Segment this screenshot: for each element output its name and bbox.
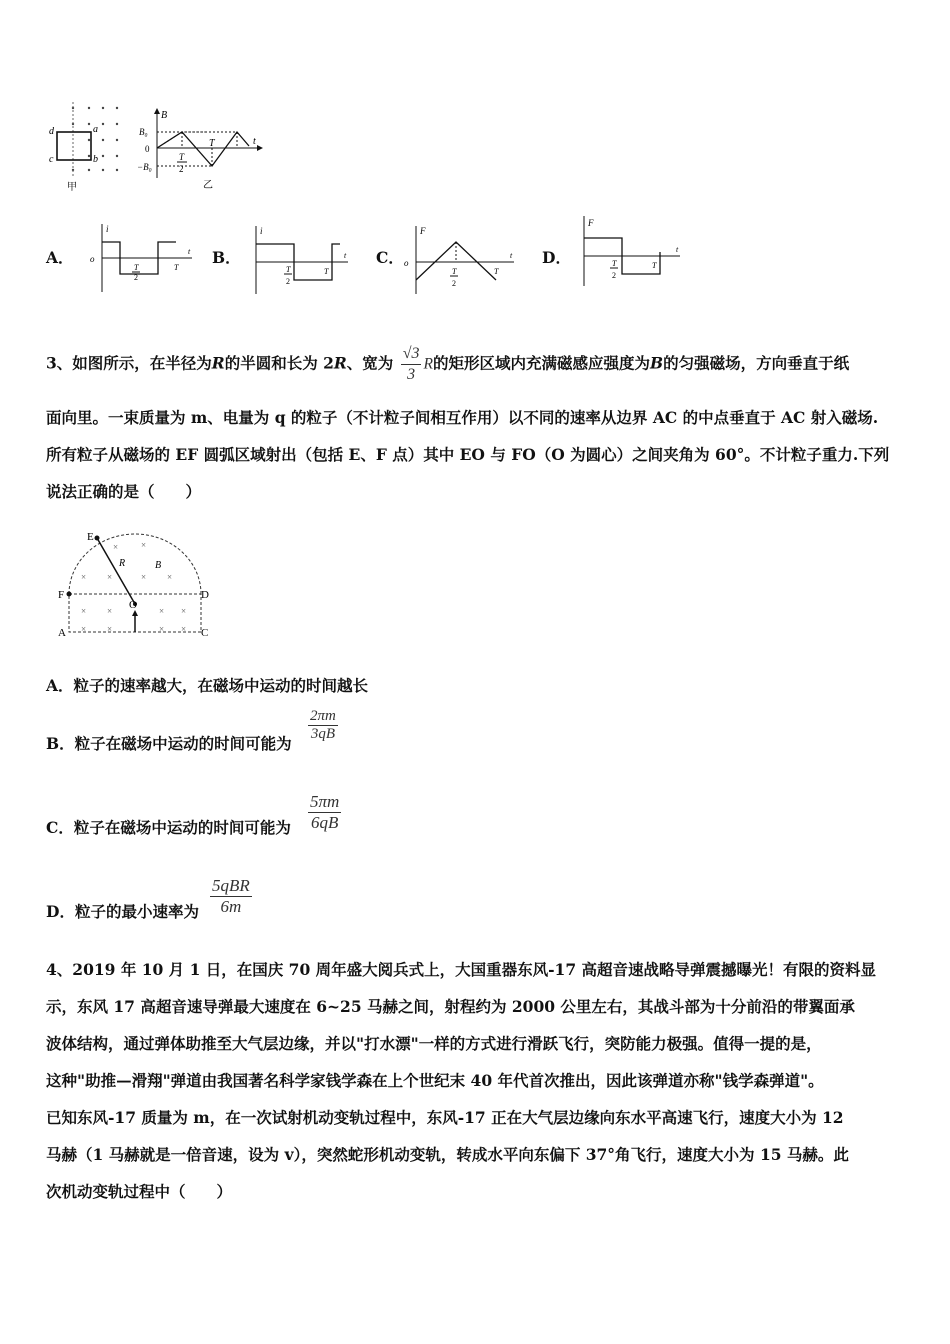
loop-field-figure <box>45 100 135 195</box>
q3-text-c: 、宽为 <box>346 353 394 373</box>
q2-option-b-graph <box>244 222 354 297</box>
option-a-axis: i <box>106 224 109 234</box>
q3-option-b-text: B．粒子在磁场中运动的时间可能为 <box>46 734 292 753</box>
q3-line-1 <box>46 344 849 385</box>
svg-text:T: T <box>286 265 291 274</box>
q3-option-d-fraction <box>210 876 252 917</box>
fig-label-C: C <box>201 627 209 639</box>
q3-frac-den: 3 <box>401 364 422 385</box>
q4-line-6: 马赫（1 马赫就是一倍音速，设为 v），突然蛇形机动变轨，转成水平向东偏下 37°角飞行，速度大小为 15 马赫。此 <box>46 1145 849 1164</box>
q2-option-c-graph <box>402 222 520 297</box>
q4-line-1: 4、2019 年 10 月 1 日，在国庆 70 周年盛大阅兵式上，大国重器东风-17 高超音速战略导弹震撼曝光！有限的资料显 <box>46 960 877 979</box>
svg-text:×: × <box>159 624 165 634</box>
q3-option-b-fraction <box>308 708 338 743</box>
label-B: B <box>161 110 168 121</box>
q3-option-a[interactable]: A．粒子的速率越大，在磁场中运动的时间越长 <box>46 676 369 695</box>
svg-text:T: T <box>494 267 499 276</box>
q3-option-c[interactable] <box>46 818 291 838</box>
option-c-den: 6qB <box>308 812 341 833</box>
q3-option-c-fraction <box>308 792 341 833</box>
q3-R: R <box>211 353 225 373</box>
q3-option-d-text: D．粒子的最小速率为 <box>46 902 199 921</box>
q2-option-d-letter[interactable]: D． <box>542 248 571 267</box>
label-neg-B0: −B₀ <box>137 162 152 172</box>
svg-text:o: o <box>90 254 95 264</box>
svg-text:×: × <box>81 624 87 634</box>
option-c-num: 5πm <box>310 792 340 811</box>
q3-option-b[interactable] <box>46 734 292 754</box>
b-t-graph-svg <box>137 108 267 193</box>
svg-text:×: × <box>107 606 113 616</box>
option-b-num: 2πm <box>310 708 336 724</box>
label-half-T-num: T <box>179 152 185 162</box>
q4-line-4: 这种"助推—滑翔"弹道由我国著名科学家钱学森在上个世纪末 40 年代首次推出，因此该弹道亦称"钱学森弹道"。 <box>46 1071 824 1090</box>
svg-text:×: × <box>159 606 165 616</box>
option-c-axis: F <box>420 226 426 236</box>
q2-option-b-letter[interactable]: B． <box>212 248 241 267</box>
fig-label-F: F <box>58 589 65 601</box>
q4-line-5: 已知东风-17 质量为 m，在一次试射机动变轨过程中，东风-17 正在大气层边缘向东水平高速飞行，速度大小为 12 <box>46 1108 844 1127</box>
label-b: b <box>93 154 98 165</box>
svg-text:T: T <box>174 263 179 272</box>
q3-line-4: 说法正确的是（ ） <box>46 482 202 501</box>
label-half-T-den: 2 <box>179 164 184 174</box>
q3-text-b: 的半圆和长为 2 <box>224 353 334 373</box>
option-d-den: 6m <box>210 896 252 917</box>
option-d-axis: F <box>588 218 594 228</box>
q4-line-3: 波体结构，通过弹体助推至大气层边缘，并以"打水漂"一样的方式进行滑跃飞行，突防能力极强。值得一提的是， <box>46 1034 822 1053</box>
caption-jia: 甲 <box>67 182 77 193</box>
svg-text:o: o <box>404 258 409 268</box>
svg-text:×: × <box>113 542 119 552</box>
svg-text:T: T <box>134 263 139 272</box>
q3-option-d[interactable] <box>46 902 199 922</box>
fig-label-O: O <box>129 599 137 611</box>
svg-text:2: 2 <box>134 273 138 282</box>
svg-text:2: 2 <box>286 277 290 286</box>
svg-text:T: T <box>324 267 329 276</box>
svg-text:×: × <box>181 606 187 616</box>
q3-B: B <box>649 353 664 373</box>
q2-option-a-letter[interactable]: A． <box>46 248 74 267</box>
svg-text:t: t <box>188 247 191 256</box>
svg-text:×: × <box>141 572 147 582</box>
fig-label-A: A <box>58 627 66 639</box>
label-t: t <box>253 136 256 147</box>
q2-option-a-graph <box>88 220 198 295</box>
svg-text:×: × <box>81 606 87 616</box>
b-t-graph <box>137 108 267 193</box>
svg-text:t: t <box>344 251 347 260</box>
q3-option-c-text: C．粒子在磁场中运动的时间可能为 <box>46 818 291 837</box>
q3-text-a: 3、如图所示，在半径为 <box>46 353 212 373</box>
caption-yi: 乙 <box>203 180 213 191</box>
svg-text:×: × <box>181 624 187 634</box>
q3-line-2: 面向里。一束质量为 m、电量为 q 的粒子（不计粒子间相互作用）以不同的速率从边界 AC 的中点垂直于 AC 射入磁场. <box>46 408 879 427</box>
svg-text:×: × <box>141 540 147 550</box>
label-B0: B₀ <box>139 127 148 137</box>
fig-label-E: E <box>87 531 94 543</box>
svg-text:×: × <box>81 572 87 582</box>
option-b-den: 3qB <box>308 725 338 743</box>
q3-text-d: 的矩形区域内充满磁感应强度为 <box>432 353 650 373</box>
q3-magnetic-field-figure <box>55 526 215 644</box>
q3-frac-R: R <box>423 355 433 373</box>
loop-field-diagram <box>45 100 135 195</box>
svg-text:T: T <box>612 259 617 268</box>
svg-text:t: t <box>676 245 679 254</box>
label-zero: 0 <box>145 144 150 154</box>
svg-text:T: T <box>452 267 457 276</box>
q3-text-e: 的匀强磁场，方向垂直于纸 <box>663 353 850 373</box>
svg-text:×: × <box>107 624 113 634</box>
fig-label-B: B <box>155 560 162 571</box>
q2-option-d-graph <box>572 212 684 290</box>
q3-frac-num: √3 <box>402 345 420 362</box>
q3-line-3: 所有粒子从磁场的 EF 圆弧区域射出（包括 E、F 点）其中 EO 与 FO（O 为圆心）之间夹角为 60°。不计粒子重力.下列 <box>46 445 890 464</box>
option-d-num: 5qBR <box>212 876 250 895</box>
fig-label-R: R <box>119 558 126 569</box>
svg-text:t: t <box>510 251 513 260</box>
label-a: a <box>93 124 98 135</box>
svg-text:×: × <box>107 572 113 582</box>
q3-R2: R <box>333 353 347 373</box>
option-b-axis: i <box>260 226 263 236</box>
svg-text:×: × <box>167 572 173 582</box>
fig-label-D: D <box>201 589 209 601</box>
label-T: T <box>209 138 215 149</box>
svg-text:2: 2 <box>452 279 456 288</box>
label-c: c <box>49 154 54 165</box>
q2-option-c-letter[interactable]: C． <box>376 248 404 267</box>
q4-line-7: 次机动变轨过程中（ ） <box>46 1182 233 1201</box>
q3-width-fraction <box>401 344 422 385</box>
q4-line-2: 示，东风 17 高超音速导弹最大速度在 6~25 马赫之间，射程约为 2000 公里左右，其战斗部为十分前沿的带翼面承 <box>46 997 855 1016</box>
svg-text:2: 2 <box>612 271 616 280</box>
svg-text:T: T <box>652 261 657 270</box>
label-d: d <box>49 126 54 137</box>
